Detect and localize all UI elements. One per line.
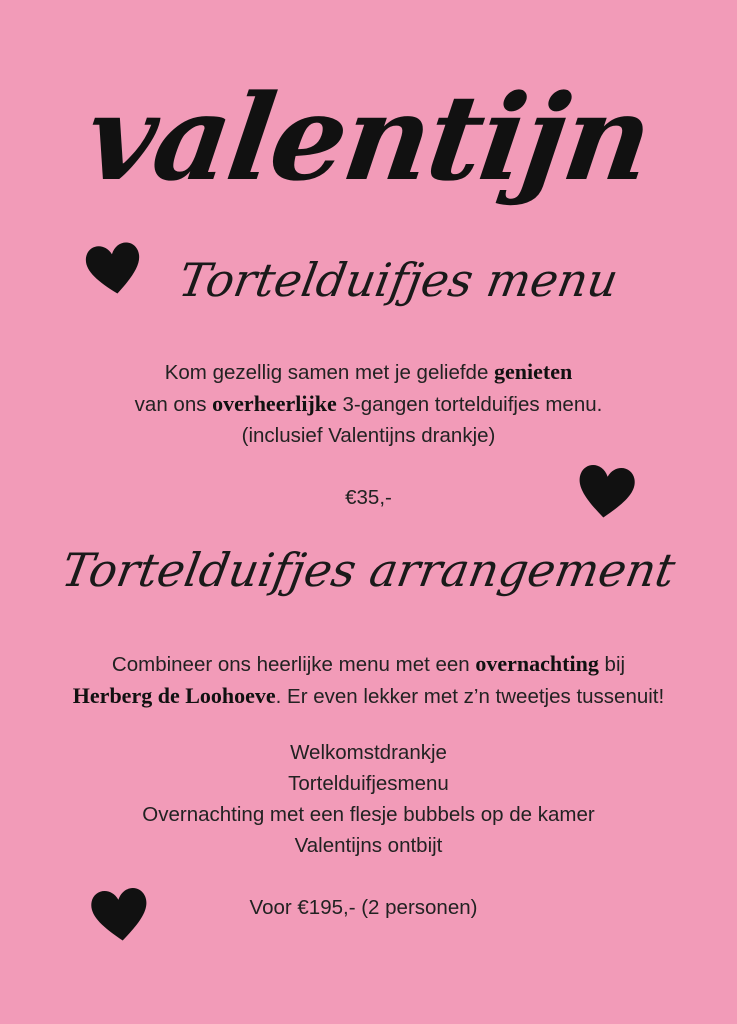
arrangement-line-1-text-end: bij <box>598 653 626 676</box>
arrangement-line-2-bold: Herberg de Loohoeve <box>72 683 276 708</box>
menu-line-2 <box>0 388 737 420</box>
page-title: valentijn <box>78 68 659 207</box>
menu-price: €35,- <box>345 486 392 509</box>
list-item: Valentijns ontbijt <box>294 834 443 857</box>
arrangement-description <box>0 648 737 712</box>
arrangement-line-1 <box>0 648 737 680</box>
menu-line-1-text: Kom gezellig samen met je geliefde <box>164 361 495 384</box>
menu-line-1 <box>0 356 737 388</box>
list-item: Overnachting met een flesje bubbels op de kamer <box>142 803 595 826</box>
arrangement-heading: Tortelduifjes arrangement <box>57 543 680 597</box>
list-item: Welkomstdrankje <box>290 741 447 764</box>
menu-line-2-text-end: 3-gangen tortelduifjes menu. <box>336 393 603 416</box>
arrangement-line-1-text: Combineer ons heerlijke menu met een <box>111 653 476 676</box>
menu-line-1-bold: genieten <box>494 359 573 384</box>
arrangement-line-2-text: . Er even lekker met z’n tweetjes tussenuit! <box>275 685 665 708</box>
list-item: Tortelduifjesmenu <box>288 772 449 795</box>
menu-line-2-bold: overheerlijke <box>212 391 337 416</box>
menu-line-2-text: van ons <box>134 393 213 416</box>
arrangement-items <box>0 737 737 861</box>
menu-line-3: (inclusief Valentijns drankje) <box>241 424 496 447</box>
arrangement-line-2 <box>0 680 737 712</box>
menu-description <box>0 356 737 451</box>
arrangement-line-1-bold: overnachting <box>475 651 599 676</box>
menu-heading: Tortelduifjes menu <box>174 253 623 307</box>
arrangement-price: Voor €195,- (2 personen) <box>249 896 478 919</box>
